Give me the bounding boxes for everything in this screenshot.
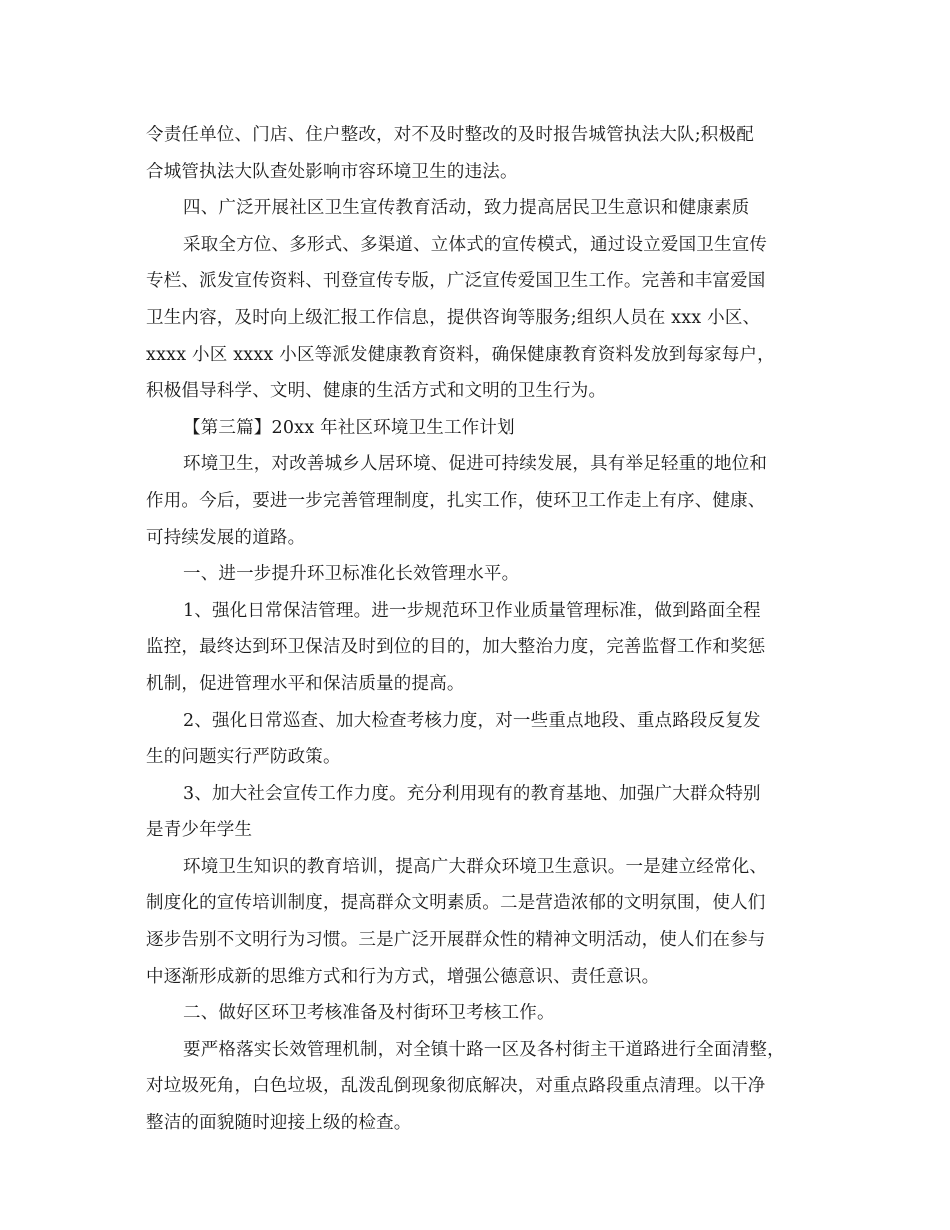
text-line: 监控，最终达到环卫保洁及时到位的目的，加大整治力度，完善监督工作和奖惩 [146, 637, 766, 658]
text-line: 1、强化日常保洁管理。进一步规范环卫作业质量管理标准，做到路面全程 [183, 600, 761, 621]
text-line: 制度化的宣传培训制度，提高群众文明素质。二是营造浓郁的文明氛围，使人们 [146, 893, 766, 914]
document-body [146, 117, 806, 1142]
text-line: 对垃圾死角，白色垃圾，乱泼乱倒现象彻底解决，对重点路段重点清理。以干净 [146, 1076, 766, 1097]
text-line: 2、强化日常巡查、加大检查考核力度，对一些重点地段、重点路段反复发 [183, 710, 761, 731]
text-line: xxxx 小区 xxxx 小区等派发健康教育资料，确保健康教育资料发放到每家每户， [146, 344, 775, 365]
text-line: 卫生内容，及时向上级汇报工作信息，提供咨询等服务;组织人员在 xxx 小区、 [146, 307, 761, 328]
text-line: 合城管执法大队查处影响市容环境卫生的违法。 [146, 161, 518, 182]
text-line: 【第三篇】20xx 年社区环境卫生工作计划 [183, 417, 515, 438]
text-line: 积极倡导科学、文明、健康的生活方式和文明的卫生行为。 [146, 381, 607, 402]
text-line: 环境卫生知识的教育培训，提高广大群众环境卫生意识。一是建立经常化、 [183, 856, 768, 877]
text-line: 可持续发展的道路。 [146, 527, 306, 548]
text-line: 3、加大社会宣传工作力度。充分利用现有的教育基地、加强广大群众特别 [183, 783, 761, 804]
text-line: 生的问题实行严防政策。 [146, 747, 341, 768]
text-line: 专栏、派发宣传资料、刊登宣传专版，广泛宣传爱国卫生工作。完善和丰富爱国 [146, 271, 766, 292]
text-line: 逐步告别不文明行为习惯。三是广泛开展群众性的精神文明活动，使人们在参与 [146, 930, 766, 951]
text-line: 一、进一步提升环卫标准化长效管理水平。 [183, 564, 520, 585]
text-line: 整洁的面貌随时迎接上级的检查。 [146, 1113, 412, 1134]
text-line: 作用。今后，要进一步完善管理制度，扎实工作，使环卫工作走上有序、健康、 [146, 490, 766, 511]
text-line: 是青少年学生 [146, 820, 253, 841]
text-line: 要严格落实长效管理机制，对全镇十路一区及各村街主干道路进行全面清整， [183, 1039, 785, 1060]
text-line: 环境卫生，对改善城乡人居环境、促进可持续发展，具有举足轻重的地位和 [183, 454, 768, 475]
text-line: 二、做好区环卫考核准备及村街环卫考核工作。 [183, 1003, 555, 1024]
text-line: 机制，促进管理水平和保洁质量的提高。 [146, 673, 465, 694]
text-line: 采取全方位、多形式、多渠道、立体式的宣传模式，通过设立爱国卫生宣传 [183, 234, 768, 255]
text-line: 令责任单位、门店、住户整改，对不及时整改的及时报告城管执法大队;积极配 [146, 125, 754, 145]
text-line: 中逐渐形成新的思维方式和行为方式，增强公德意识、责任意识。 [146, 966, 660, 987]
text-line: 四、广泛开展社区卫生宣传教育活动，致力提高居民卫生意识和健康素质 [183, 198, 750, 219]
